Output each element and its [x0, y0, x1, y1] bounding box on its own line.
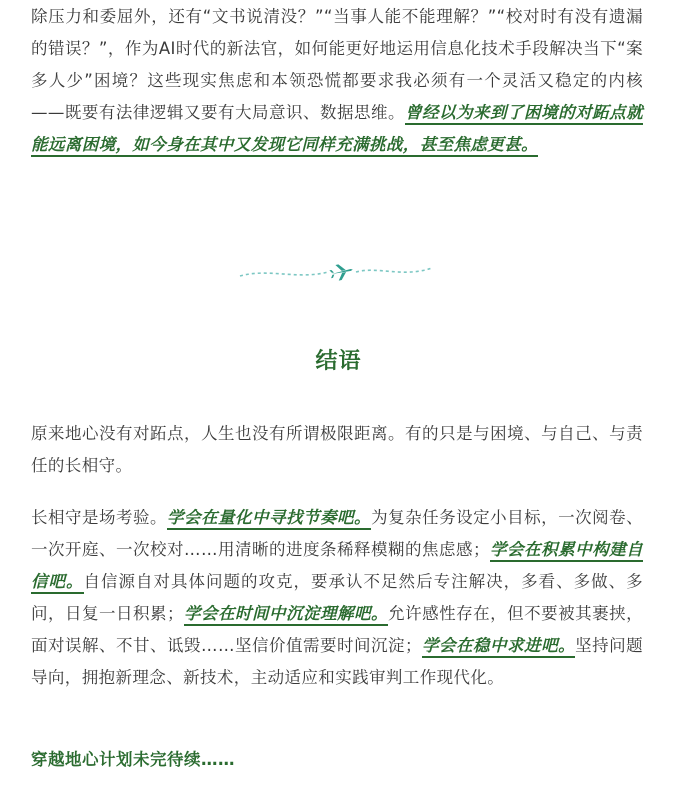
airplane-icon: [329, 262, 355, 282]
paragraph-anxiety-text: 除压力和委屈外，还有“文书说清没？”“当事人能不能理解？”“校对时有没有遗漏的错误？”，作为AI时代的新法官，如何能更好地运用信息化技术手段解决当下“案多人少”困境？这些现实焦虑和本领恐慌都要求我必须有一个灵活又稳定的内核——既要有法律逻辑又要有大局意识、数据思维。: [31, 7, 643, 122]
lesson-4-text: 坚持问题导向，拥抱新理念、新技术，主动适应和实践审判工作现代化。: [31, 636, 643, 687]
lesson-4-emphasis: 学会在稳中求进吧。: [422, 636, 575, 658]
section-title: 结语: [315, 349, 362, 374]
lesson-3-text: 允许感性存在，但不要被其裹挟，面对误解、不甘、诋毁……坚信价值需要时间沉淀；: [31, 604, 643, 655]
paragraph-lessons: [31, 502, 643, 694]
lesson-3-emphasis: 学会在时间中沉淀理解吧。: [184, 604, 388, 626]
section-divider: [238, 258, 434, 288]
lessons-intro: 长相守是场考验。: [31, 508, 168, 527]
closing-line: 穿越地心计划未完待续……: [31, 750, 235, 769]
lesson-1-text: 为复杂任务设定小目标，一次阅卷、一次开庭、一次校对……用清晰的进度条稀释模糊的焦虑感；: [31, 508, 643, 559]
paragraph-conclusion: 原来地心没有对跖点，人生也没有所谓极限距离。有的只是与困境、与自己、与责任的长相守。: [31, 424, 643, 475]
paragraph-anxiety-emphasis: 曾经以为来到了困境的对跖点就能远离困境，如今身在其中又发现它同样充满挑战，甚至焦虑更甚。: [31, 103, 643, 157]
lesson-1-emphasis: 学会在量化中寻找节奏吧。: [167, 508, 371, 530]
paragraph-anxiety: [31, 1, 643, 161]
lesson-2-emphasis: 学会在积累中构建自信吧。: [31, 540, 643, 594]
lesson-2-text: 自信源自对具体问题的攻克，要承认不足然后专注解决，多看、多做、多问，日复一日积累；: [31, 572, 643, 623]
